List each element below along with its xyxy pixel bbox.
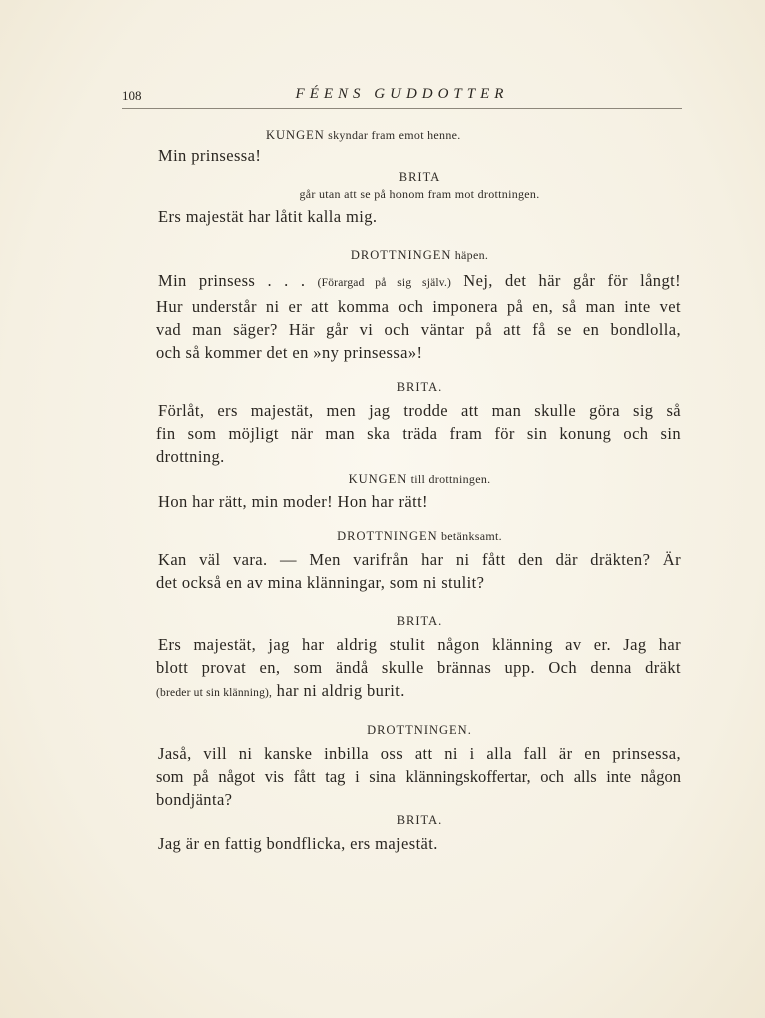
speaker-name: DROTTNINGEN.: [367, 723, 472, 737]
direction-text: går utan att se på honom fram mot drottningen.: [299, 187, 540, 201]
running-title: FÉENS GUDDOTTER: [295, 86, 509, 102]
spoken-line: Hon har rätt, min moder! Hon har rätt!: [158, 492, 428, 511]
spoken-line: fin som möjligt när man ska träda fram för sin konung och sin: [156, 424, 681, 443]
speaker-name: DROTTNINGEN: [350, 248, 452, 262]
speaker-name: BRITA.: [396, 614, 443, 628]
speech-paragraph: [158, 399, 681, 468]
spoken-line: blott provat en, som ändå skulle brännas upp. Och denna dräkt: [156, 658, 681, 677]
parenthetical: (Förargad på sig själv.): [317, 277, 452, 289]
spoken-line: Min prinsessa!: [158, 146, 262, 165]
stage-direction: [266, 128, 765, 143]
page-number: 108: [122, 88, 142, 103]
direction-text: skyndar fram emot henne.: [328, 128, 461, 142]
spoken-line: vad man säger? Här går vi och väntar på att få se en bondlolla,: [156, 320, 681, 339]
spoken-line: Förlåt, ers majestät, men jag trodde att man skulle göra sig så: [158, 401, 681, 420]
parenthetical: (breder ut sin klänning),: [156, 687, 273, 699]
line-part: Min prinsess . . .: [158, 271, 306, 290]
stage-direction: [158, 380, 681, 395]
spoken-line: Kan väl vara. — Men varifrån har ni fått den där dräkten? Är: [158, 550, 681, 569]
speaker-name: BRITA.: [396, 813, 443, 827]
spoken-line: [158, 269, 681, 295]
line-part: Nej, det här går för långt!: [463, 271, 681, 290]
speaker-name: BRITA: [398, 170, 441, 184]
speaker-name: DROTTNINGEN: [337, 529, 438, 543]
spoken-line: Jag är en fattig bondflicka, ers majestät.: [158, 834, 438, 853]
stage-direction: [158, 170, 681, 185]
speaker-name: BRITA.: [396, 380, 443, 394]
spoken-line: det också en av mina klänningar, som ni stulit?: [156, 573, 485, 592]
spoken-line: Ers majestät, jag har aldrig stulit någon klänning av er. Jag har: [158, 635, 681, 654]
spoken-line: [156, 679, 681, 705]
spoken-line: Hur understår ni er att komma och imponera på en, så man inte vet: [156, 297, 681, 316]
speech-paragraph: [158, 633, 681, 705]
spoken-line: bondjänta?: [156, 790, 233, 809]
speaker-name: KUNGEN: [348, 472, 408, 486]
direction-text: betänksamt.: [440, 529, 502, 543]
speaker-name: KUNGEN: [266, 128, 325, 142]
direction-text: till drottningen.: [410, 472, 491, 486]
page-header: [122, 84, 682, 109]
speech-paragraph: [158, 269, 681, 364]
spoken-line: Ers majestät har låtit kalla mig.: [158, 207, 378, 226]
spoken-line: drottning.: [156, 447, 225, 466]
spoken-line: Jaså, vill ni kanske inbilla oss att ni i alla fall är en prinsessa,: [158, 744, 681, 763]
stage-direction: [158, 472, 681, 487]
direction-text: häpen.: [454, 248, 489, 262]
stage-direction: [158, 248, 681, 263]
stage-direction: [158, 723, 681, 738]
spoken-line: och så kommer det en »ny prinsessa»!: [156, 343, 423, 362]
stage-direction: [158, 813, 681, 828]
stage-direction: [158, 529, 681, 544]
dialogue-text: [158, 120, 681, 855]
speech-paragraph: [158, 548, 681, 594]
speech-paragraph: [158, 742, 681, 811]
spoken-line: som på något vis fått tag i sina klänningskoffertar, och alls inte någon: [156, 767, 681, 786]
stage-direction: [158, 614, 681, 629]
line-part: har ni aldrig burit.: [276, 681, 405, 700]
